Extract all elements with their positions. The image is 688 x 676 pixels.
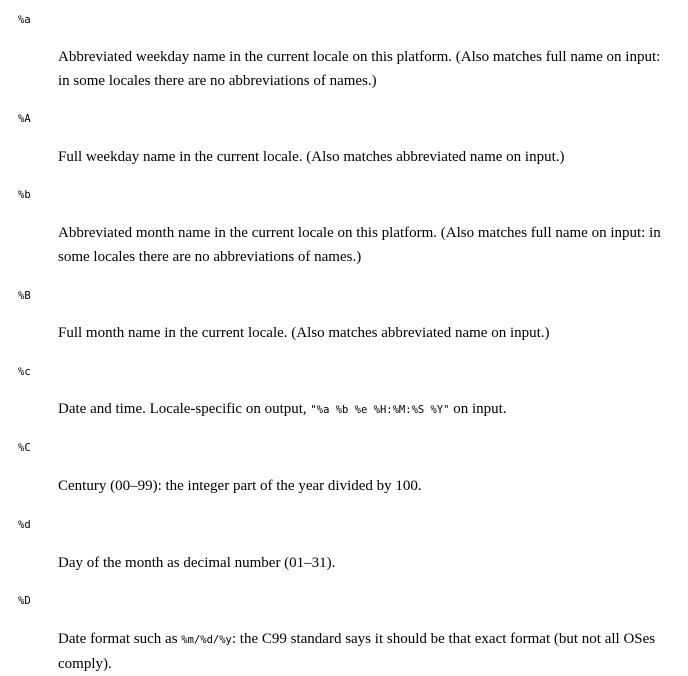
desc-percent-D [58,627,670,676]
desc-percent-c-text-2: on input. [449,401,507,417]
desc-percent-A: Full weekday name in the current locale. (Also matches abbreviated name on input.) [58,149,565,165]
desc-percent-C: Century (00–99): the integer part of the year divided by 100. [58,478,422,494]
desc-percent-D-code: %m/%d/%y [181,634,232,646]
desc-percent-a: Abbreviated weekday name in the current locale on this platform. (Also matches full name on input: in some locales there are no abbreviations of names.) [58,49,661,89]
term-percent-a: %a [18,14,31,26]
desc-percent-D-text-2: : the C99 standard says it should be that exact format (but not all OSes comply). [58,631,656,672]
term-percent-C: %C [18,442,31,454]
desc-percent-c-code: "%a %b %e %H:%M:%S %Y" [310,404,450,416]
desc-percent-c-text-1: Date and time. Locale-specific on output, [58,401,311,417]
term-percent-b: %b [18,189,31,201]
desc-percent-B: Full month name in the current locale. (Also matches abbreviated name on input.) [58,325,550,341]
desc-percent-D-text-1: Date format such as [58,631,182,647]
desc-percent-b: Abbreviated month name in the current locale on this platform. (Also matches full name on input: in some locales there are no abbreviations of names.) [58,225,661,265]
desc-percent-d: Day of the month as decimal number (01–31). [58,555,336,571]
term-percent-B: %B [18,290,31,302]
term-percent-c: %c [18,366,31,378]
desc-percent-c [58,397,670,422]
term-percent-d: %d [18,519,31,531]
term-percent-D: %D [18,595,31,607]
term-percent-A: %A [18,113,31,125]
